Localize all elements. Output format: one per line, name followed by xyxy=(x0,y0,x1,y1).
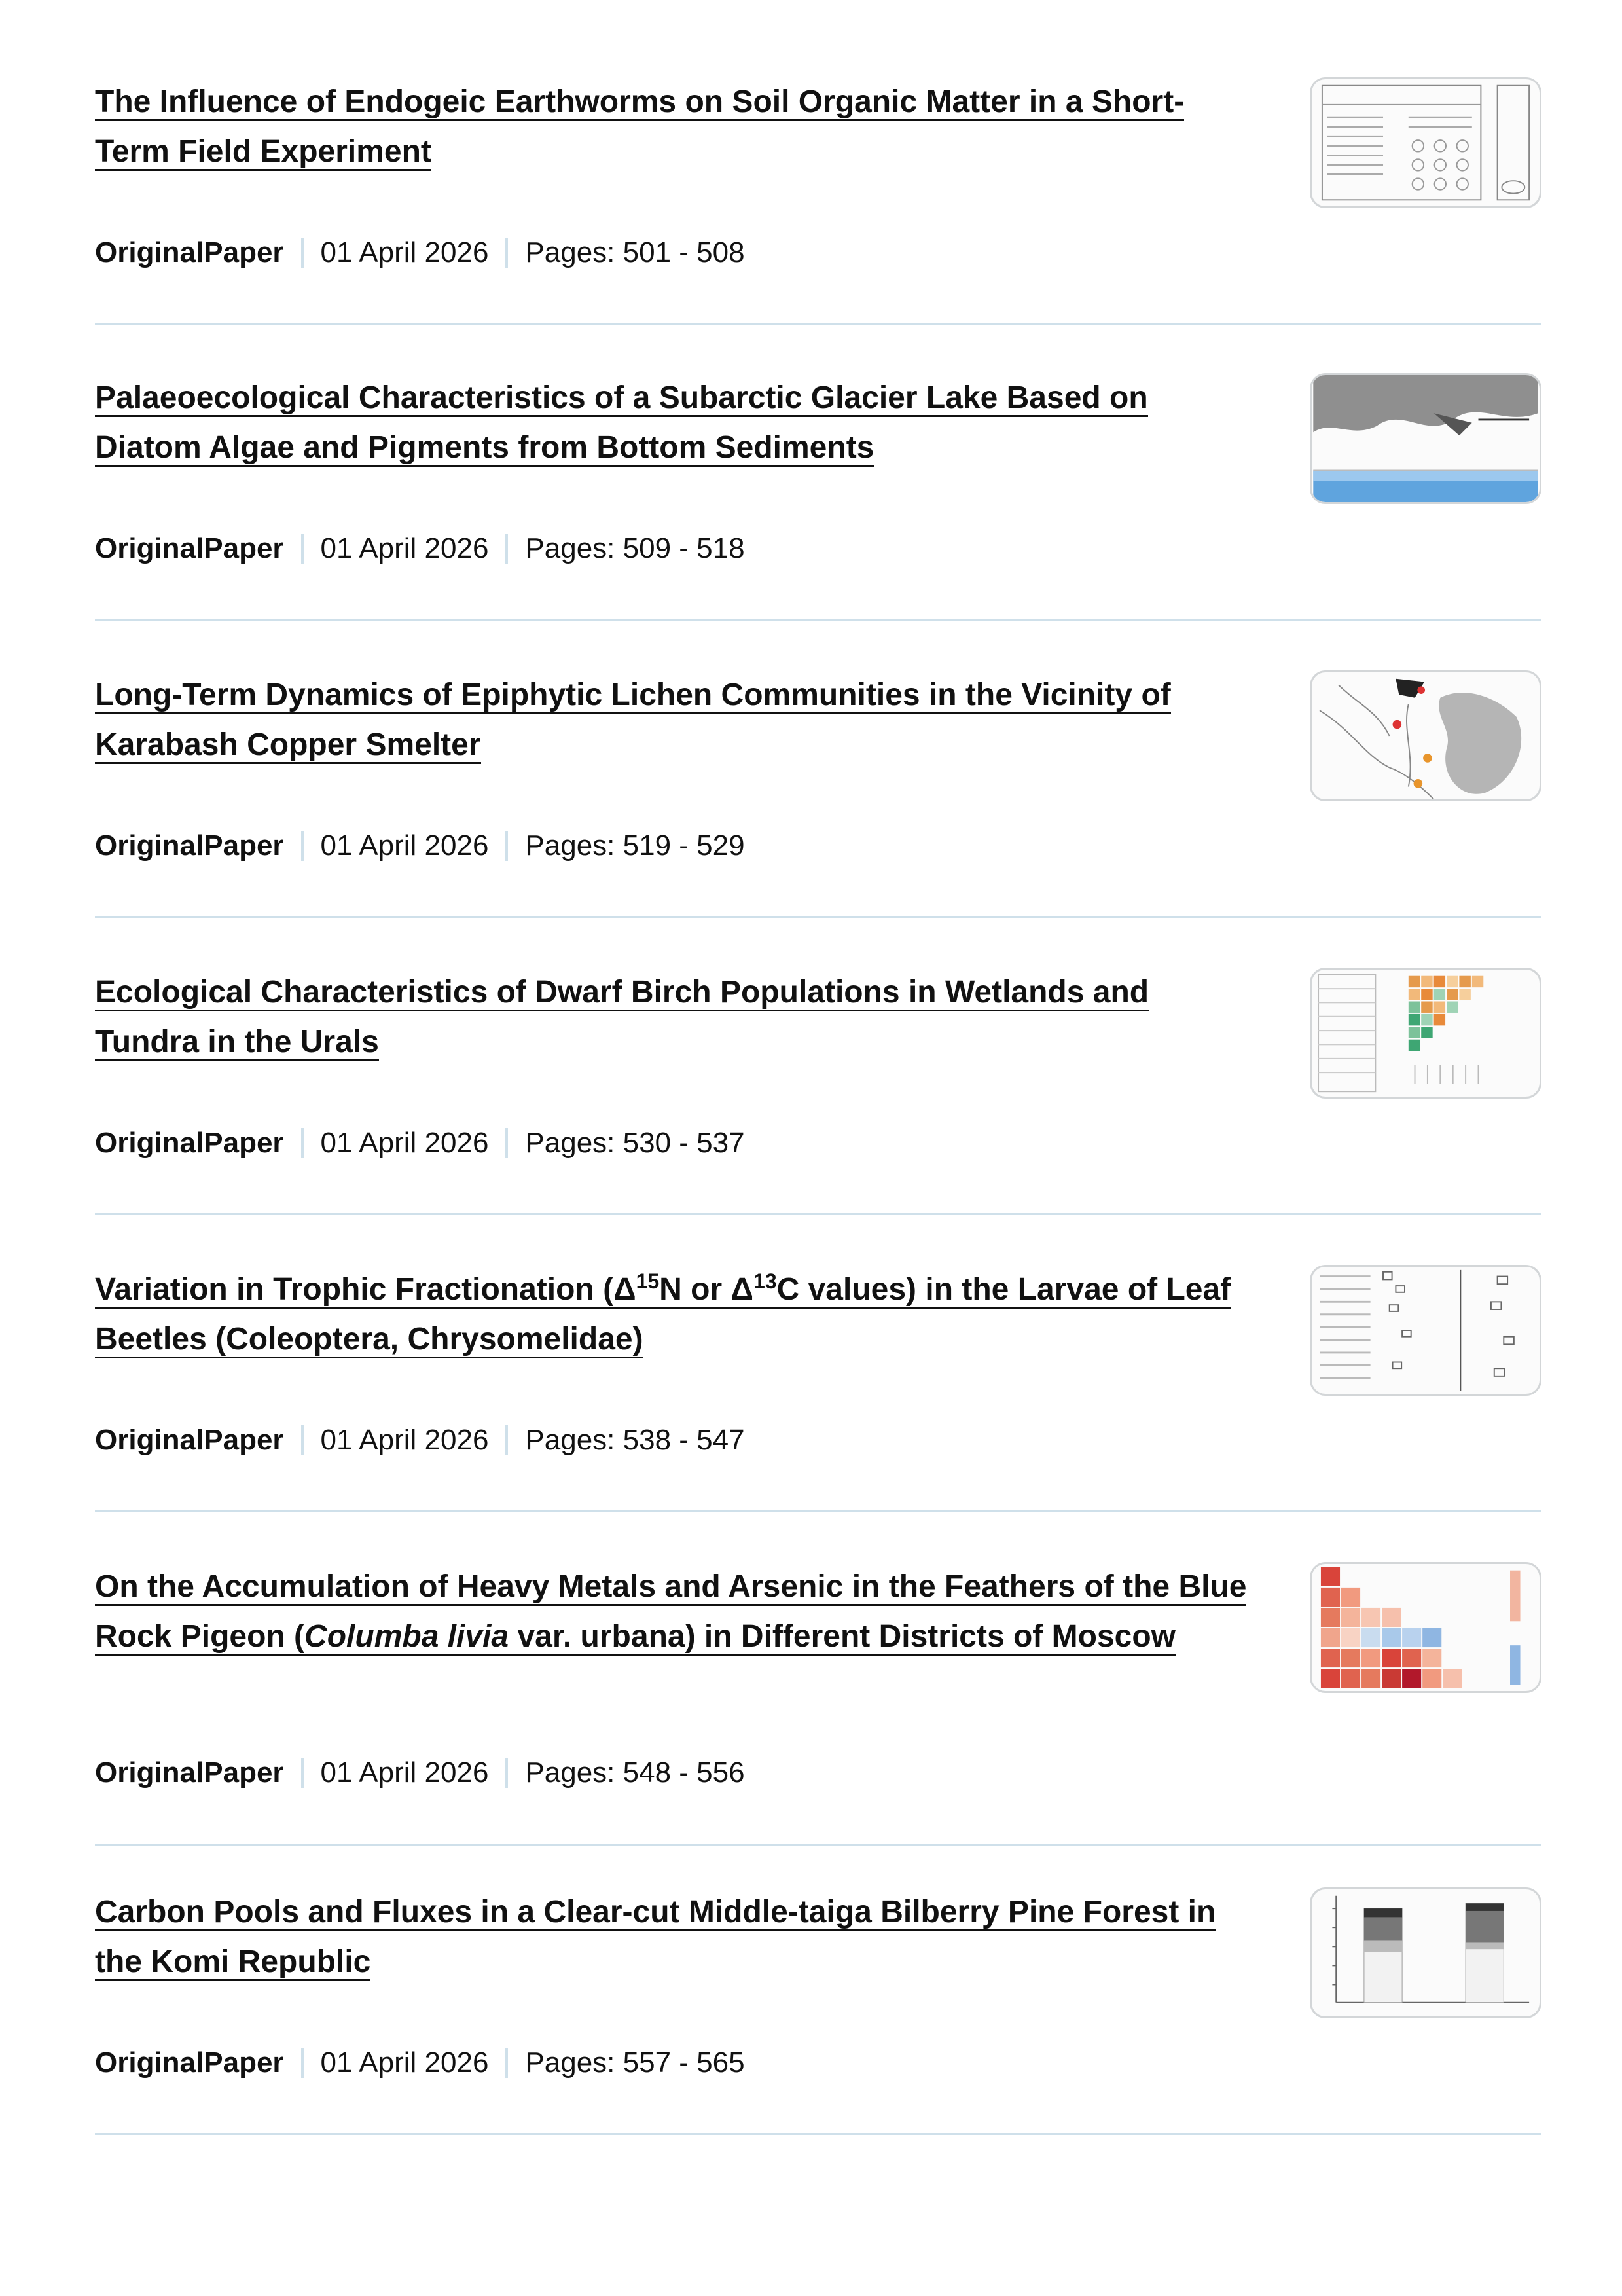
article-title xyxy=(95,670,1247,770)
article-title xyxy=(95,968,1247,1067)
article-title xyxy=(95,1887,1247,1987)
article-meta xyxy=(95,1125,745,1161)
article-item xyxy=(95,968,1541,1215)
stacked-bar-chart-icon[interactable] xyxy=(1310,1887,1541,2018)
page-range: Pages: 538 - 547 xyxy=(525,1424,745,1456)
article-item xyxy=(95,373,1541,621)
article-item xyxy=(95,77,1541,325)
meta-divider xyxy=(505,534,508,564)
meta-divider xyxy=(301,2048,304,2078)
article-title-link[interactable] xyxy=(95,1569,1246,1656)
meta-divider xyxy=(505,1758,508,1788)
meta-divider xyxy=(301,831,304,861)
article-title-link[interactable]: Ecological Characteristics of Dwarf Birch Populations in Wetlands and Tundra in the Urals xyxy=(95,975,1149,1061)
meta-divider xyxy=(505,1425,508,1455)
article-title-link[interactable]: The Influence of Endogeic Earthworms on Soil Organic Matter in a Short-Term Field Experiment xyxy=(95,84,1184,171)
meta-divider xyxy=(301,1758,304,1788)
publication-date: 01 April 2026 xyxy=(320,1127,489,1159)
publication-date: 01 April 2026 xyxy=(320,532,489,564)
page-range: Pages: 509 - 518 xyxy=(525,532,745,564)
content-type: OriginalPaper xyxy=(95,532,284,564)
page-range: Pages: 519 - 529 xyxy=(525,829,745,862)
meta-divider xyxy=(301,1425,304,1455)
isotope-superscript: 15 xyxy=(636,1269,660,1293)
article-meta xyxy=(95,2045,745,2081)
article-meta xyxy=(95,530,745,567)
meta-divider xyxy=(505,2048,508,2078)
box-plot-icon[interactable] xyxy=(1310,1265,1541,1396)
content-type: OriginalPaper xyxy=(95,2047,284,2079)
article-title xyxy=(95,373,1247,473)
content-type: OriginalPaper xyxy=(95,1424,284,1456)
article-item xyxy=(95,670,1541,918)
schematic-diagram-icon[interactable] xyxy=(1310,77,1541,208)
meta-divider xyxy=(505,831,508,861)
meta-divider xyxy=(301,1128,304,1158)
location-map-icon[interactable] xyxy=(1310,670,1541,801)
article-item xyxy=(95,1887,1541,2135)
page-range: Pages: 530 - 537 xyxy=(525,1127,745,1159)
article-title-link[interactable]: Palaeoecological Characteristics of a Subarctic Glacier Lake Based on Diatom Algae and Pigments from Bottom Sediments xyxy=(95,380,1148,467)
title-text: Variation in Trophic Fractionation (Δ xyxy=(95,1272,636,1307)
article-title-link[interactable]: Long-Term Dynamics of Epiphytic Lichen Communities in the Vicinity of Karabash Copper Smelter xyxy=(95,678,1171,764)
page-range: Pages: 557 - 565 xyxy=(525,2047,745,2079)
article-title-link[interactable] xyxy=(95,1269,1231,1358)
title-text: C values) in the Larvae of Leaf Beetles (Coleoptera, Chrysomelidae) xyxy=(95,1272,1231,1357)
article-title xyxy=(95,1265,1247,1364)
heatmap-icon[interactable] xyxy=(1310,1562,1541,1693)
article-title xyxy=(95,1562,1247,1662)
content-type: OriginalPaper xyxy=(95,1127,284,1159)
article-meta xyxy=(95,234,745,271)
article-item xyxy=(95,1265,1541,1512)
content-type: OriginalPaper xyxy=(95,829,284,862)
publication-date: 01 April 2026 xyxy=(320,1757,489,1789)
page-range: Pages: 501 - 508 xyxy=(525,236,745,268)
article-item xyxy=(95,1562,1541,1846)
publication-date: 01 April 2026 xyxy=(320,2047,489,2079)
article-title-link[interactable]: Carbon Pools and Fluxes in a Clear-cut Middle-taiga Bilberry Pine Forest in the Komi Republic xyxy=(95,1895,1216,1981)
species-name: Columba livia xyxy=(304,1619,509,1654)
article-meta xyxy=(95,1755,745,1791)
publication-date: 01 April 2026 xyxy=(320,1424,489,1456)
title-text: N or Δ xyxy=(659,1272,754,1307)
content-type: OriginalPaper xyxy=(95,236,284,268)
correlation-matrix-icon[interactable] xyxy=(1310,968,1541,1099)
map-photo-icon[interactable] xyxy=(1310,373,1541,504)
article-meta xyxy=(95,828,745,864)
meta-divider xyxy=(505,238,508,268)
title-text: On the Accumulation of Heavy Metals and Arsenic in the Feathers of the Blue Rock Pigeon ( xyxy=(95,1569,1247,1654)
article-meta xyxy=(95,1422,745,1459)
publication-date: 01 April 2026 xyxy=(320,236,489,268)
meta-divider xyxy=(505,1128,508,1158)
content-type: OriginalPaper xyxy=(95,1757,284,1789)
isotope-superscript: 13 xyxy=(753,1269,777,1293)
article-title xyxy=(95,77,1247,177)
meta-divider xyxy=(301,534,304,564)
title-text: var. urbana) in Different Districts of Moscow xyxy=(509,1619,1176,1654)
publication-date: 01 April 2026 xyxy=(320,829,489,862)
meta-divider xyxy=(301,238,304,268)
page-range: Pages: 548 - 556 xyxy=(525,1757,745,1789)
